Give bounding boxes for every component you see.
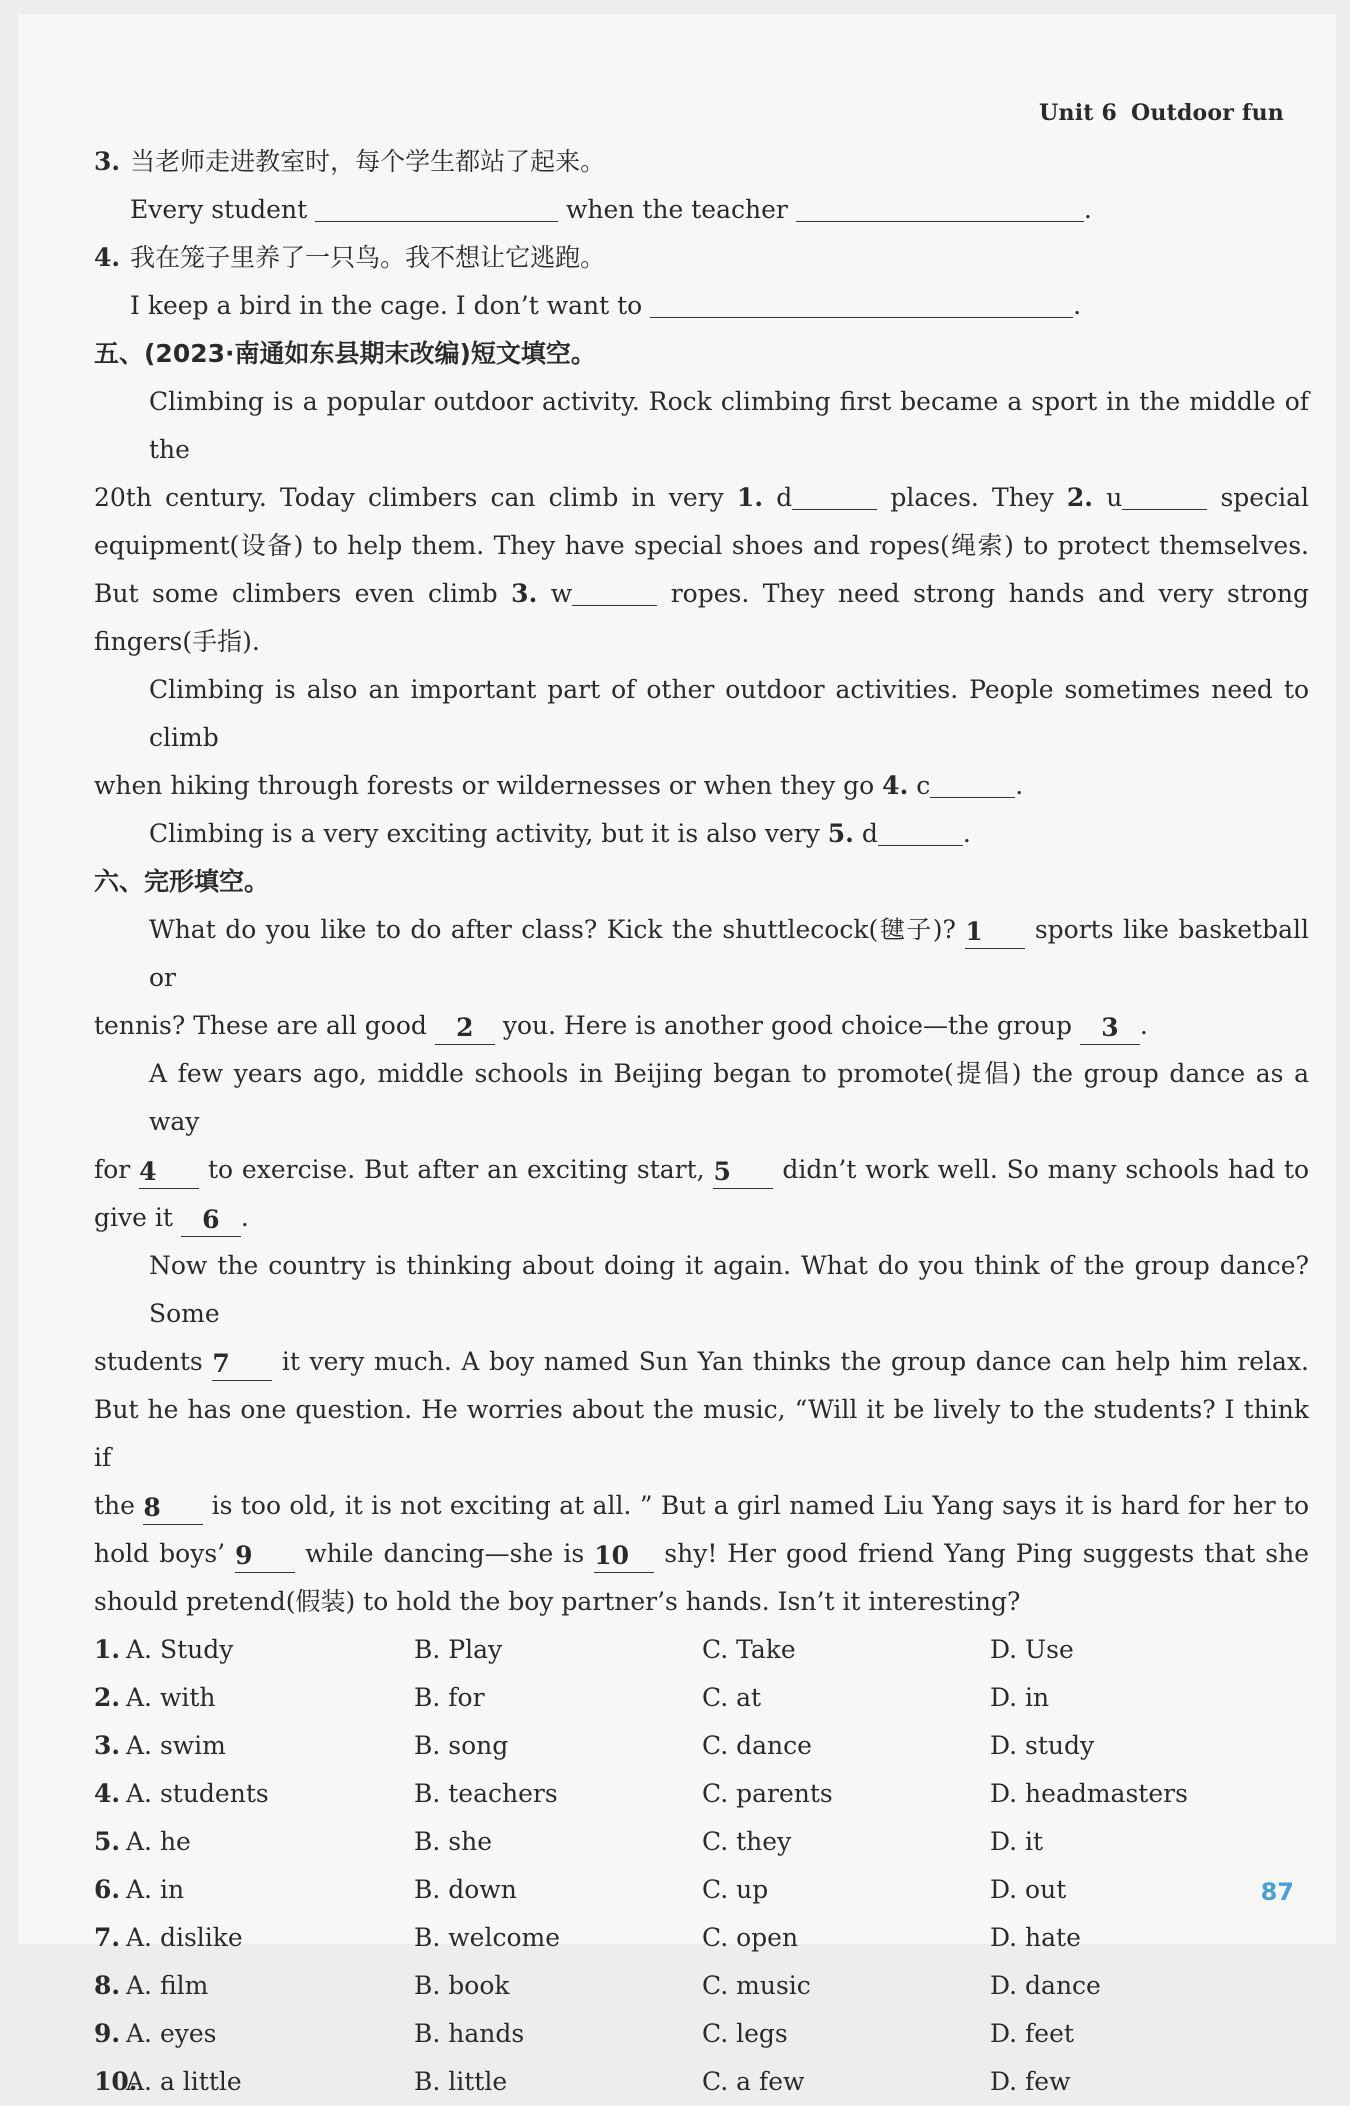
option-d[interactable]: D. it [990, 1827, 1044, 1856]
text: shy! Her good friend Yang Ping suggests that she [664, 1539, 1310, 1568]
sentence-part: when the teacher [566, 195, 788, 224]
option-b[interactable]: B. little [414, 2067, 508, 2096]
option-b[interactable]: B. down [414, 1875, 517, 1904]
option-row [94, 1914, 1309, 1962]
text: hold boys’ [94, 1539, 226, 1568]
unit-label: Unit 6 [1039, 100, 1118, 126]
blank-letter: u [1106, 483, 1123, 512]
text: Climbing is a very exciting activity, but it is also very [149, 819, 820, 848]
sentence-end: . [1073, 291, 1082, 320]
option-d[interactable]: D. dance [990, 1971, 1101, 2000]
option-number: 2. [94, 1683, 121, 1712]
option-b[interactable]: B. she [414, 1827, 492, 1856]
section-6-title: 六、完形填空。 [94, 867, 270, 896]
answer-blank[interactable] [315, 193, 558, 222]
blank-letter: c [916, 771, 931, 800]
option-b[interactable]: B. teachers [414, 1779, 558, 1808]
option-a[interactable]: A. film [126, 1971, 209, 2000]
section-5-title: 五、(2023·南通如东县期末改编)短文填空。 [94, 339, 596, 368]
option-d[interactable]: D. in [990, 1683, 1050, 1712]
text: didn’t work well. So many schools had to [782, 1155, 1310, 1184]
text: when hiking through forests or wildernesses or when they go [94, 771, 875, 800]
option-d[interactable]: D. out [990, 1875, 1067, 1904]
cloze-line [94, 1194, 1309, 1242]
option-number: 9. [94, 2019, 121, 2048]
option-row [94, 1626, 1309, 1674]
text: you. Here is another good choice—the group [502, 1011, 1072, 1040]
option-number: 7. [94, 1923, 121, 1952]
answer-options [94, 1626, 1309, 2106]
option-b[interactable]: B. for [414, 1683, 485, 1712]
option-a[interactable]: A. with [126, 1683, 216, 1712]
passage-line [94, 474, 1309, 522]
option-c[interactable]: C. dance [702, 1731, 812, 1760]
option-number: 10. [94, 2067, 138, 2096]
cloze-line: should pretend(假装) to hold the boy partner’s hands. Isn’t it interesting? [94, 1587, 1021, 1616]
text: give it [94, 1203, 173, 1232]
option-a[interactable]: A. dislike [126, 1923, 243, 1952]
option-c[interactable]: C. Take [702, 1635, 796, 1664]
cloze-line [94, 1002, 1309, 1050]
option-row [94, 1962, 1309, 2010]
cloze-line: A few years ago, middle schools in Beijing began to promote(提倡) the group dance as a way [149, 1059, 1309, 1136]
text: . [1139, 1011, 1148, 1040]
option-number: 4. [94, 1779, 121, 1808]
page [18, 14, 1336, 2096]
text: students [94, 1347, 203, 1376]
option-d[interactable]: D. few [990, 2067, 1071, 2096]
blank-letter: w [550, 579, 573, 608]
option-b[interactable]: B. Play [414, 1635, 503, 1664]
blank-letter: d [861, 819, 878, 848]
option-a[interactable]: A. eyes [126, 2019, 217, 2048]
unit-title: Outdoor fun [1131, 100, 1284, 126]
passage-line [94, 570, 1309, 618]
option-b[interactable]: B. welcome [414, 1923, 561, 1952]
passage-line: fingers(手指). [94, 627, 260, 656]
option-a[interactable]: A. in [126, 1875, 185, 1904]
cloze-line [94, 1338, 1309, 1386]
text: . [240, 1203, 249, 1232]
text: to exercise. But after an exciting start, [207, 1155, 705, 1184]
option-c[interactable]: C. a few [702, 2067, 805, 2096]
option-row [94, 2010, 1309, 2058]
blank-number: 4. [882, 771, 909, 800]
text: . [962, 819, 971, 848]
text: tennis? These are all good [94, 1011, 427, 1040]
option-b[interactable]: B. song [414, 1731, 509, 1760]
option-a[interactable]: A. Study [126, 1635, 234, 1664]
cloze-line [94, 906, 1309, 1002]
option-row [94, 1722, 1309, 1770]
cloze-gap-1[interactable]: 1 [965, 916, 1025, 949]
option-number: 6. [94, 1875, 121, 1904]
text: . [1015, 771, 1024, 800]
cloze-line: But he has one question. He worries about the music, “Will it be lively to the students? I think if [94, 1395, 1309, 1472]
option-a[interactable]: A. students [126, 1779, 269, 1808]
option-d[interactable]: D. headmasters [990, 1779, 1188, 1808]
text: ropes. They need strong hands and very strong [670, 579, 1310, 608]
text: What do you like to do after class? Kick the shuttlecock(毽子)? [149, 915, 956, 944]
option-d[interactable]: D. study [990, 1731, 1095, 1760]
text: while dancing—she is [305, 1539, 585, 1568]
cloze-gap-4[interactable]: 4 [139, 1156, 199, 1189]
option-number: 5. [94, 1827, 121, 1856]
question-3-chinese [94, 138, 1309, 186]
option-b[interactable]: B. hands [414, 2019, 525, 2048]
option-b[interactable]: B. book [414, 1971, 510, 2000]
answer-blank[interactable] [650, 289, 1073, 318]
option-a[interactable]: A. he [126, 1827, 191, 1856]
passage-line [94, 810, 1309, 858]
cloze-line [94, 1146, 1309, 1194]
option-d[interactable]: D. feet [990, 2019, 1074, 2048]
option-c[interactable]: C. up [702, 1875, 769, 1904]
blank-number: 1. [736, 483, 764, 512]
question-4-chinese [94, 234, 1309, 282]
passage-line: equipment(设备) to help them. They have special shoes and ropes(绳索) to protect themselves. [94, 531, 1309, 560]
cloze-gap-8[interactable]: 8 [143, 1492, 203, 1525]
blank-number: 5. [827, 819, 854, 848]
question-3-english [94, 186, 1309, 234]
fill-blank-4[interactable] [930, 769, 1015, 798]
text: places. They [890, 483, 1054, 512]
option-row [94, 1770, 1309, 1818]
blank-letter: d [776, 483, 793, 512]
sentence-part: Every student [130, 195, 308, 224]
option-c[interactable]: C. they [702, 1827, 792, 1856]
text: 20th century. Today climbers can climb in very [94, 483, 724, 512]
question-4-english [94, 282, 1309, 330]
passage-line: Climbing is a popular outdoor activity. Rock climbing first became a sport in the middle of the [149, 387, 1309, 464]
fill-blank-1[interactable] [792, 481, 877, 510]
cloze-line [94, 1482, 1309, 1530]
text: sports like basketball or [149, 915, 1309, 992]
cloze-line [94, 1530, 1309, 1578]
option-d[interactable]: D. hate [990, 1923, 1081, 1952]
option-c[interactable]: C. open [702, 1923, 799, 1952]
option-number: 3. [94, 1731, 121, 1760]
cloze-gap-5[interactable]: 5 [713, 1156, 773, 1189]
option-c[interactable]: C. parents [702, 1779, 833, 1808]
main-content [94, 138, 1309, 2106]
option-c[interactable]: C. at [702, 1683, 762, 1712]
text: for [94, 1155, 131, 1184]
option-row [94, 1818, 1309, 1866]
sentence-part: I keep a bird in the cage. I don’t want to [130, 291, 643, 320]
page-number: 87 [1260, 1878, 1294, 1906]
cloze-gap-3[interactable]: 3 [1080, 1012, 1140, 1045]
option-row [94, 1674, 1309, 1722]
cloze-gap-6[interactable]: 6 [181, 1204, 241, 1237]
text: But some climbers even climb [94, 579, 498, 608]
option-d[interactable]: D. Use [990, 1635, 1074, 1664]
cloze-gap-2[interactable]: 2 [435, 1012, 495, 1045]
fill-blank-2[interactable] [1122, 481, 1207, 510]
fill-blank-3[interactable] [572, 577, 657, 606]
option-row [94, 2058, 1309, 2106]
fill-blank-5[interactable] [878, 817, 963, 846]
option-c[interactable]: C. legs [702, 2019, 788, 2048]
cloze-gap-9[interactable]: 9 [235, 1540, 295, 1573]
option-number: 1. [94, 1635, 121, 1664]
text: special [1220, 483, 1309, 512]
option-number: 8. [94, 1971, 121, 2000]
answer-blank[interactable] [796, 193, 1084, 222]
question-number: 4. [94, 243, 121, 272]
passage-line: Climbing is also an important part of other outdoor activities. People sometimes need to climb [149, 675, 1309, 752]
cloze-line: Now the country is thinking about doing it again. What do you think of the group dance? Some [149, 1251, 1309, 1328]
passage-line [94, 762, 1309, 810]
text: is too old, it is not exciting at all. ” But a girl named Liu Yang says it is hard for her to [211, 1491, 1309, 1520]
cloze-gap-7[interactable]: 7 [212, 1348, 272, 1381]
running-header [1025, 100, 1284, 126]
option-c[interactable]: C. music [702, 1971, 811, 2000]
question-number: 3. [94, 147, 121, 176]
text: the [94, 1491, 135, 1520]
chinese-sentence: 我在笼子里养了一只鸟。我不想让它逃跑。 [130, 243, 606, 272]
chinese-sentence: 当老师走进教室时，每个学生都站了起来。 [130, 147, 606, 176]
sentence-end: . [1083, 195, 1092, 224]
blank-number: 3. [511, 579, 538, 608]
blank-number: 2. [1066, 483, 1094, 512]
text: it very much. A boy named Sun Yan thinks the group dance can help him relax. [281, 1347, 1309, 1376]
option-row [94, 1866, 1309, 1914]
option-a[interactable]: A. a little [126, 2067, 242, 2096]
option-a[interactable]: A. swim [126, 1731, 226, 1760]
cloze-gap-10[interactable]: 10 [594, 1540, 654, 1573]
